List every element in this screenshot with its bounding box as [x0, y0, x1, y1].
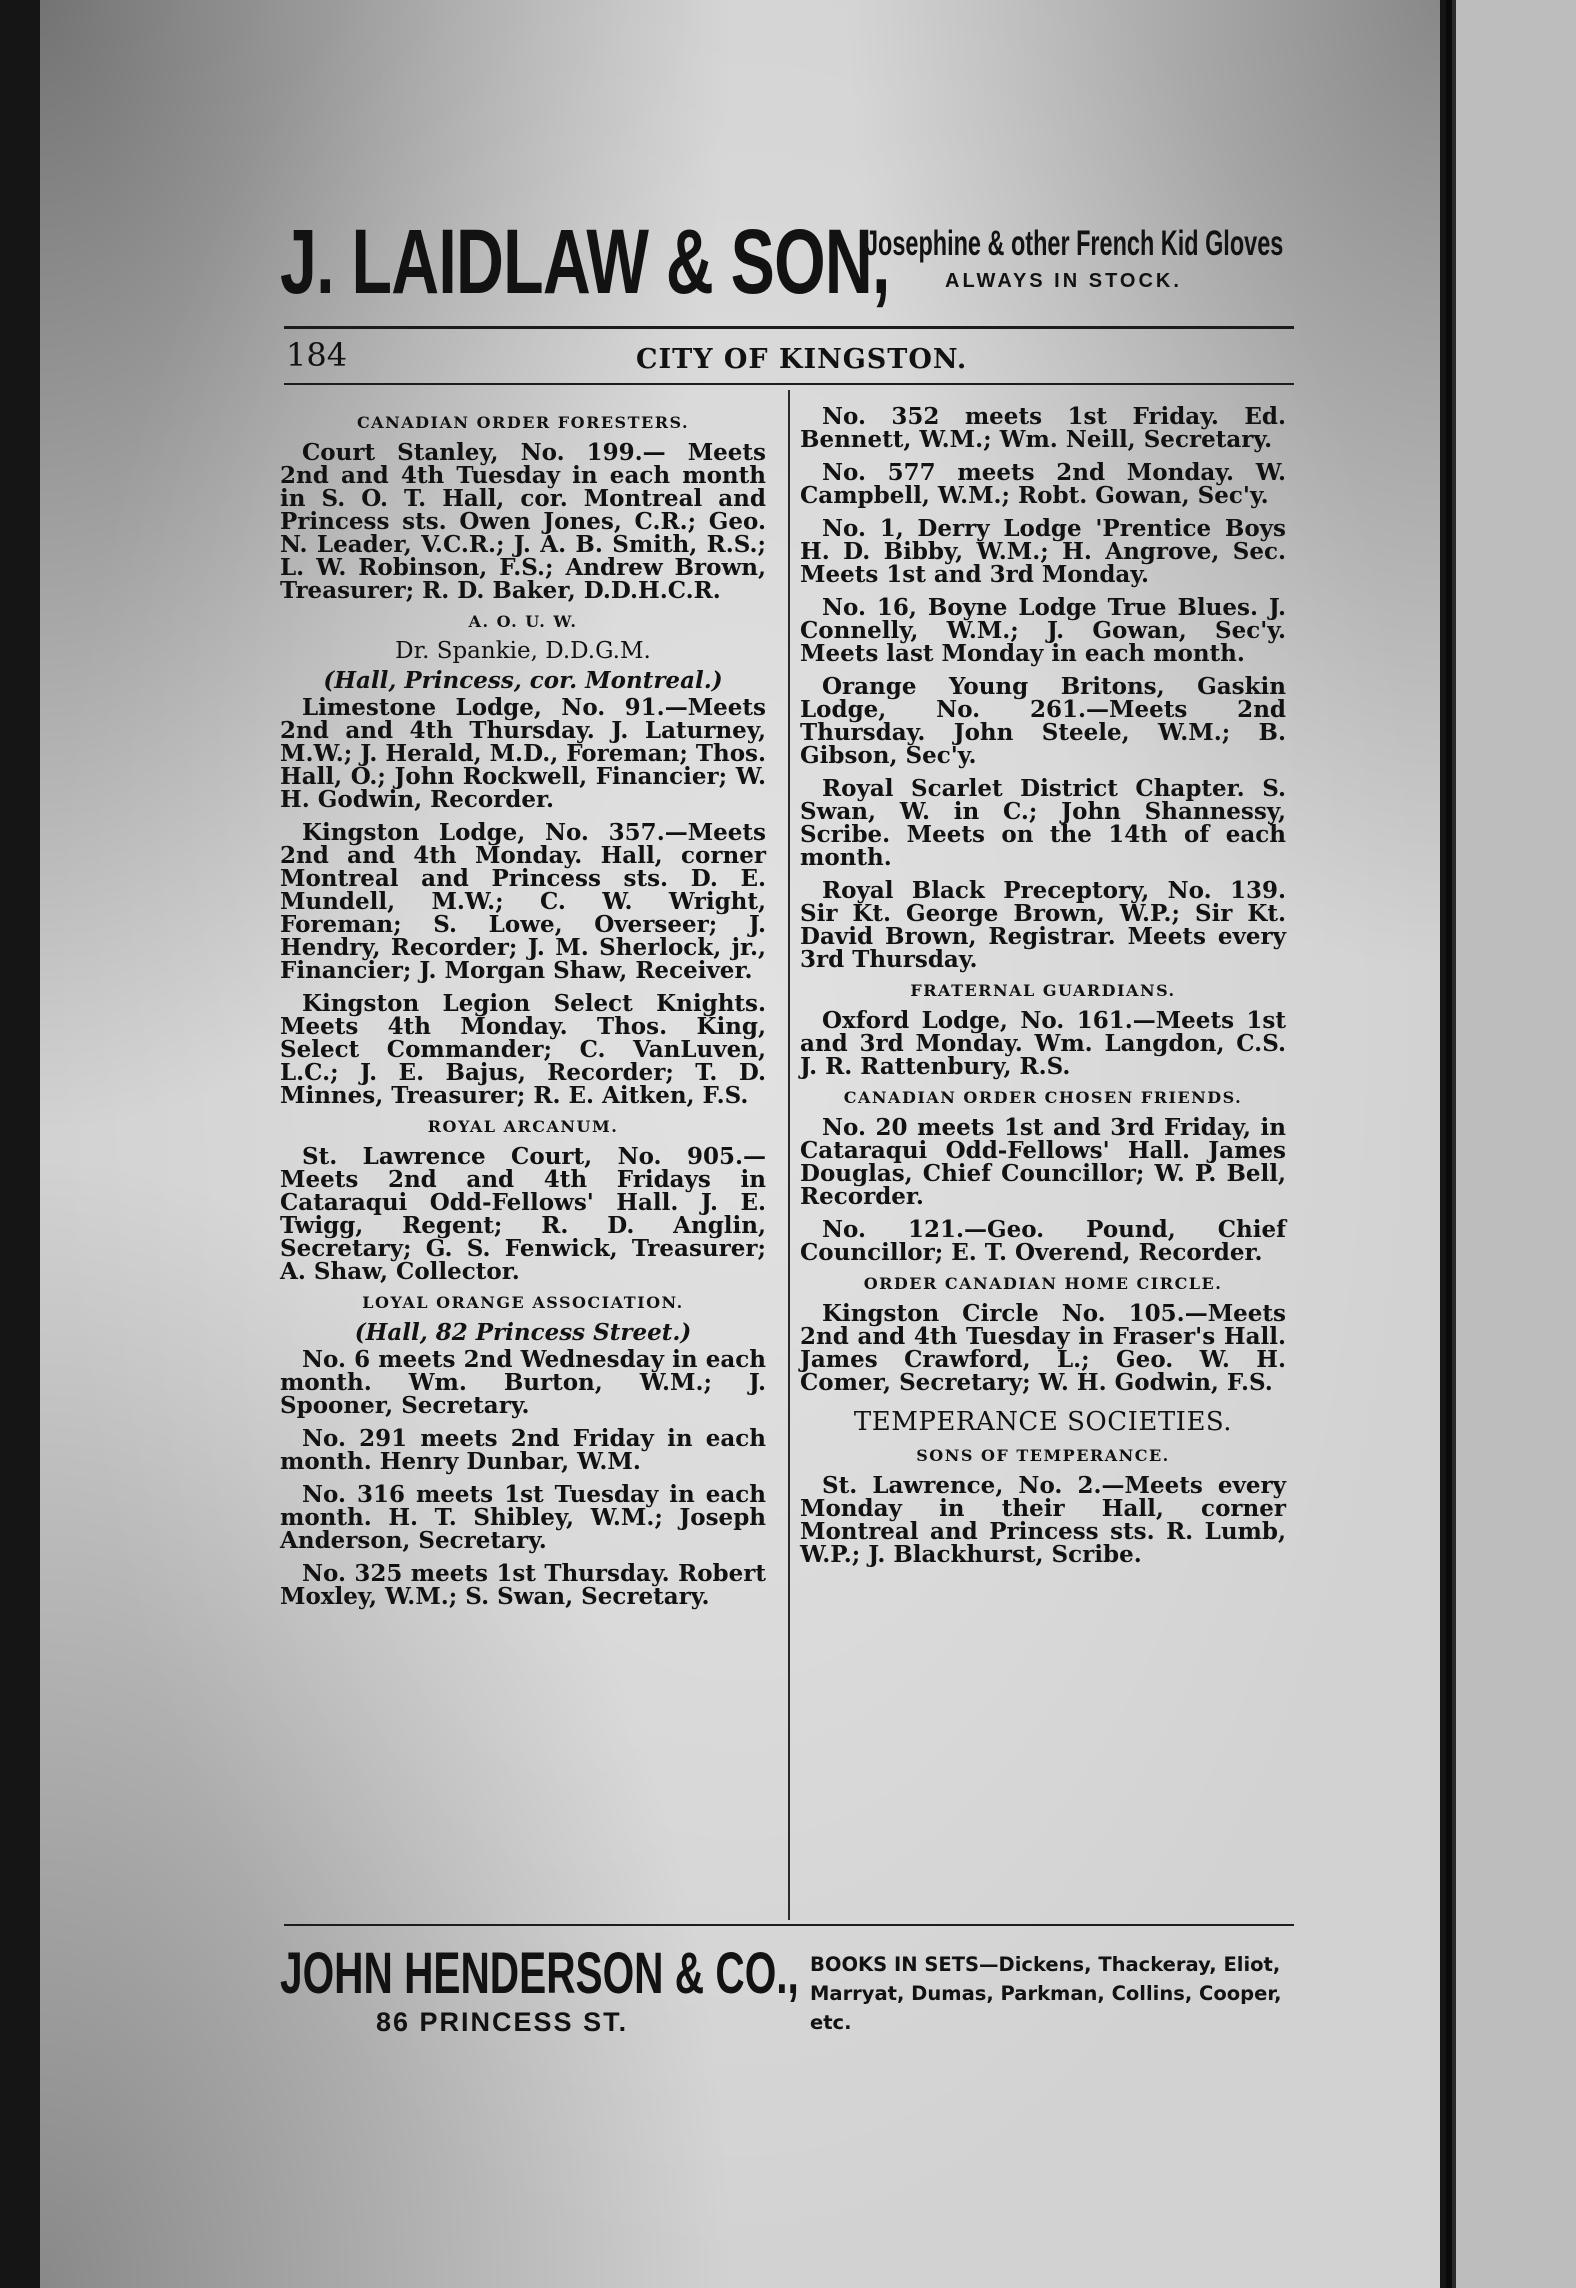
lodge-entry: Court Stanley, No. 199.— Meets 2nd and 4th Tuesday in each month in S. O. T. Hall, cor. Montreal and Princess sts. Owen Jones, C.R.; Geo. N. Leader, V.C.R.; J. A. B. Smith, R.S.; L. W. Robinson, F.S.; Andrew Brown, Treasurer; R. D. Baker, D.D.H.C.R. — [280, 439, 766, 604]
header-rule — [284, 326, 1294, 329]
running-title: CITY OF KINGSTON. — [636, 344, 968, 375]
section-heading: ROYAL ARCANUM. — [427, 1117, 619, 1136]
top-advertisement — [280, 212, 1300, 312]
lodge-entry: No. 6 meets 2nd Wednesday in each month. Wm. Burton, W.M.; J. Spooner, Secretary. — [280, 1346, 766, 1419]
lodge-entry: Limestone Lodge, No. 91.—Meets 2nd and 4th Thursday. J. Laturney, M.W.; J. Herald, M.D., Foreman; Thos. Hall, O.; John Rockwell, Financier; W. H. Godwin, Recorder. — [280, 694, 766, 813]
lodge-entry: No. 352 meets 1st Friday. Ed. Bennett, W.M.; Wm. Neill, Secretary. — [800, 403, 1286, 453]
section-officer: Dr. Spankie, D.D.G.M. — [395, 638, 651, 664]
hall-location: (Hall, 82 Princess Street.) — [354, 1319, 692, 1346]
lodge-entry: Royal Scarlet District Chapter. S. Swan, W. in C.; John Shannessy, Scribe. Meets on the 14th of each month. — [800, 775, 1286, 871]
lodge-entry: Oxford Lodge, No. 161.—Meets 1st and 3rd Monday. Wm. Langdon, C.S. J. R. Rattenbury, R.S. — [800, 1007, 1286, 1080]
lodge-entry: St. Lawrence Court, No. 905.— Meets 2nd and 4th Fridays in Cataraqui Odd-Fellows' Hall. J. E. Twigg, Regent; R. D. Anglin, Secretary; G. S. Fenwick, Treasurer; A. Shaw, Collector. — [280, 1143, 766, 1285]
advertisement-subline: ALWAYS IN STOCK. — [945, 270, 1182, 292]
lodge-entry: Kingston Lodge, No. 357.—Meets 2nd and 4th Monday. Hall, corner Montreal and Princess sts. D. E. Mundell, M.W.; C. W. Wright, Foreman; S. Lowe, Overseer; J. Hendry, Recorder; J. M. Sherlock, jr., Financier; J. Morgan Shaw, Receiver. — [280, 819, 766, 984]
lodge-entry: No. 1, Derry Lodge 'Prentice Boys H. D. Bibby, W.M.; H. Angrove, Sec. Meets 1st and 3rd Monday. — [800, 515, 1286, 588]
lodge-entry: Kingston Circle No. 105.—Meets 2nd and 4th Tuesday in Fraser's Hall. James Crawford, L.; Geo. W. H. Comer, Secretary; W. H. Godwin, F.S. — [800, 1300, 1286, 1396]
lodge-entry: St. Lawrence, No. 2.—Meets every Monday in their Hall, corner Montreal and Princess sts. R. Lumb, W.P.; J. Blackhurst, Scribe. — [800, 1472, 1286, 1568]
hall-location: (Hall, Princess, cor. Montreal.) — [323, 667, 723, 694]
lodge-entry: No. 16, Boyne Lodge True Blues. J. Connelly, W.M.; J. Gowan, Sec'y. Meets last Monday in each month. — [800, 594, 1286, 667]
page-number: 184 — [286, 336, 348, 374]
major-section-heading: TEMPERANCE SOCIETIES. — [853, 1407, 1233, 1437]
lodge-entry: No. 291 meets 2nd Friday in each month. Henry Dunbar, W.M. — [280, 1425, 766, 1475]
section-heading: A. O. U. W. — [468, 612, 578, 631]
page-gutter-rule — [1452, 0, 1456, 2288]
section-heading: CANADIAN ORDER FORESTERS. — [356, 413, 690, 432]
column-divider — [788, 390, 790, 1920]
lodge-entry: Kingston Legion Select Knights. Meets 4th Monday. Thos. King, Select Commander; C. VanLuven, L.C.; J. E. Bajus, Recorder; T. D. Minnes, Treasurer; R. E. Aitken, F.S. — [280, 990, 766, 1109]
section-heading: ORDER CANADIAN HOME CIRCLE. — [863, 1274, 1223, 1293]
lodge-entry: Orange Young Britons, Gaskin Lodge, No. 261.—Meets 2nd Thursday. John Steele, W.M.; B. Gibson, Sec'y. — [800, 673, 1286, 769]
lodge-entry: Royal Black Preceptory, No. 139. Sir Kt. George Brown, W.P.; Sir Kt. David Brown, Registrar. Meets every 3rd Thursday. — [800, 877, 1286, 973]
section-heading: CANADIAN ORDER CHOSEN FRIENDS. — [843, 1088, 1243, 1107]
lodge-entry: No. 121.—Geo. Pound, Chief Councillor; E. T. Overend, Recorder. — [800, 1216, 1286, 1266]
section-heading: LOYAL ORANGE ASSOCIATION. — [362, 1293, 684, 1312]
left-column — [280, 405, 766, 1618]
footer-rule — [284, 1924, 1294, 1926]
section-heading: FRATERNAL GUARDIANS. — [910, 981, 1176, 1000]
section-heading: SONS OF TEMPERANCE. — [916, 1446, 1170, 1465]
lodge-entry: No. 20 meets 1st and 3rd Friday, in Cataraqui Odd-Fellows' Hall. James Douglas, Chief Councillor; W. P. Bell, Recorder. — [800, 1114, 1286, 1210]
advertisement-tagline: Josephine & other French Kid Gloves — [865, 224, 1284, 263]
bottom-advertisement — [280, 1942, 1310, 2052]
adjacent-page-edge — [1446, 0, 1576, 2288]
lodge-entry: No. 325 meets 1st Thursday. Robert Moxley, W.M.; S. Swan, Secretary. — [280, 1560, 766, 1610]
lodge-entry: No. 316 meets 1st Tuesday in each month. H. T. Shibley, W.M.; Joseph Anderson, Secretary. — [280, 1481, 766, 1554]
advertiser-name: JOHN HENDERSON & CO., — [280, 1941, 799, 2006]
running-head-rule — [284, 383, 1294, 385]
advertiser-address: 86 PRINCESS ST. — [376, 2007, 629, 2037]
advertisement-promo: BOOKS IN SETS—Dickens, Thackeray, Eliot, Marryat, Dumas, Parkman, Collins, Cooper, etc. — [810, 1953, 1282, 2034]
right-column — [800, 405, 1286, 1576]
lodge-entry: No. 577 meets 2nd Monday. W. Campbell, W.M.; Robt. Gowan, Sec'y. — [800, 459, 1286, 509]
advertiser-name: J. LAIDLAW & SON, — [280, 211, 890, 313]
